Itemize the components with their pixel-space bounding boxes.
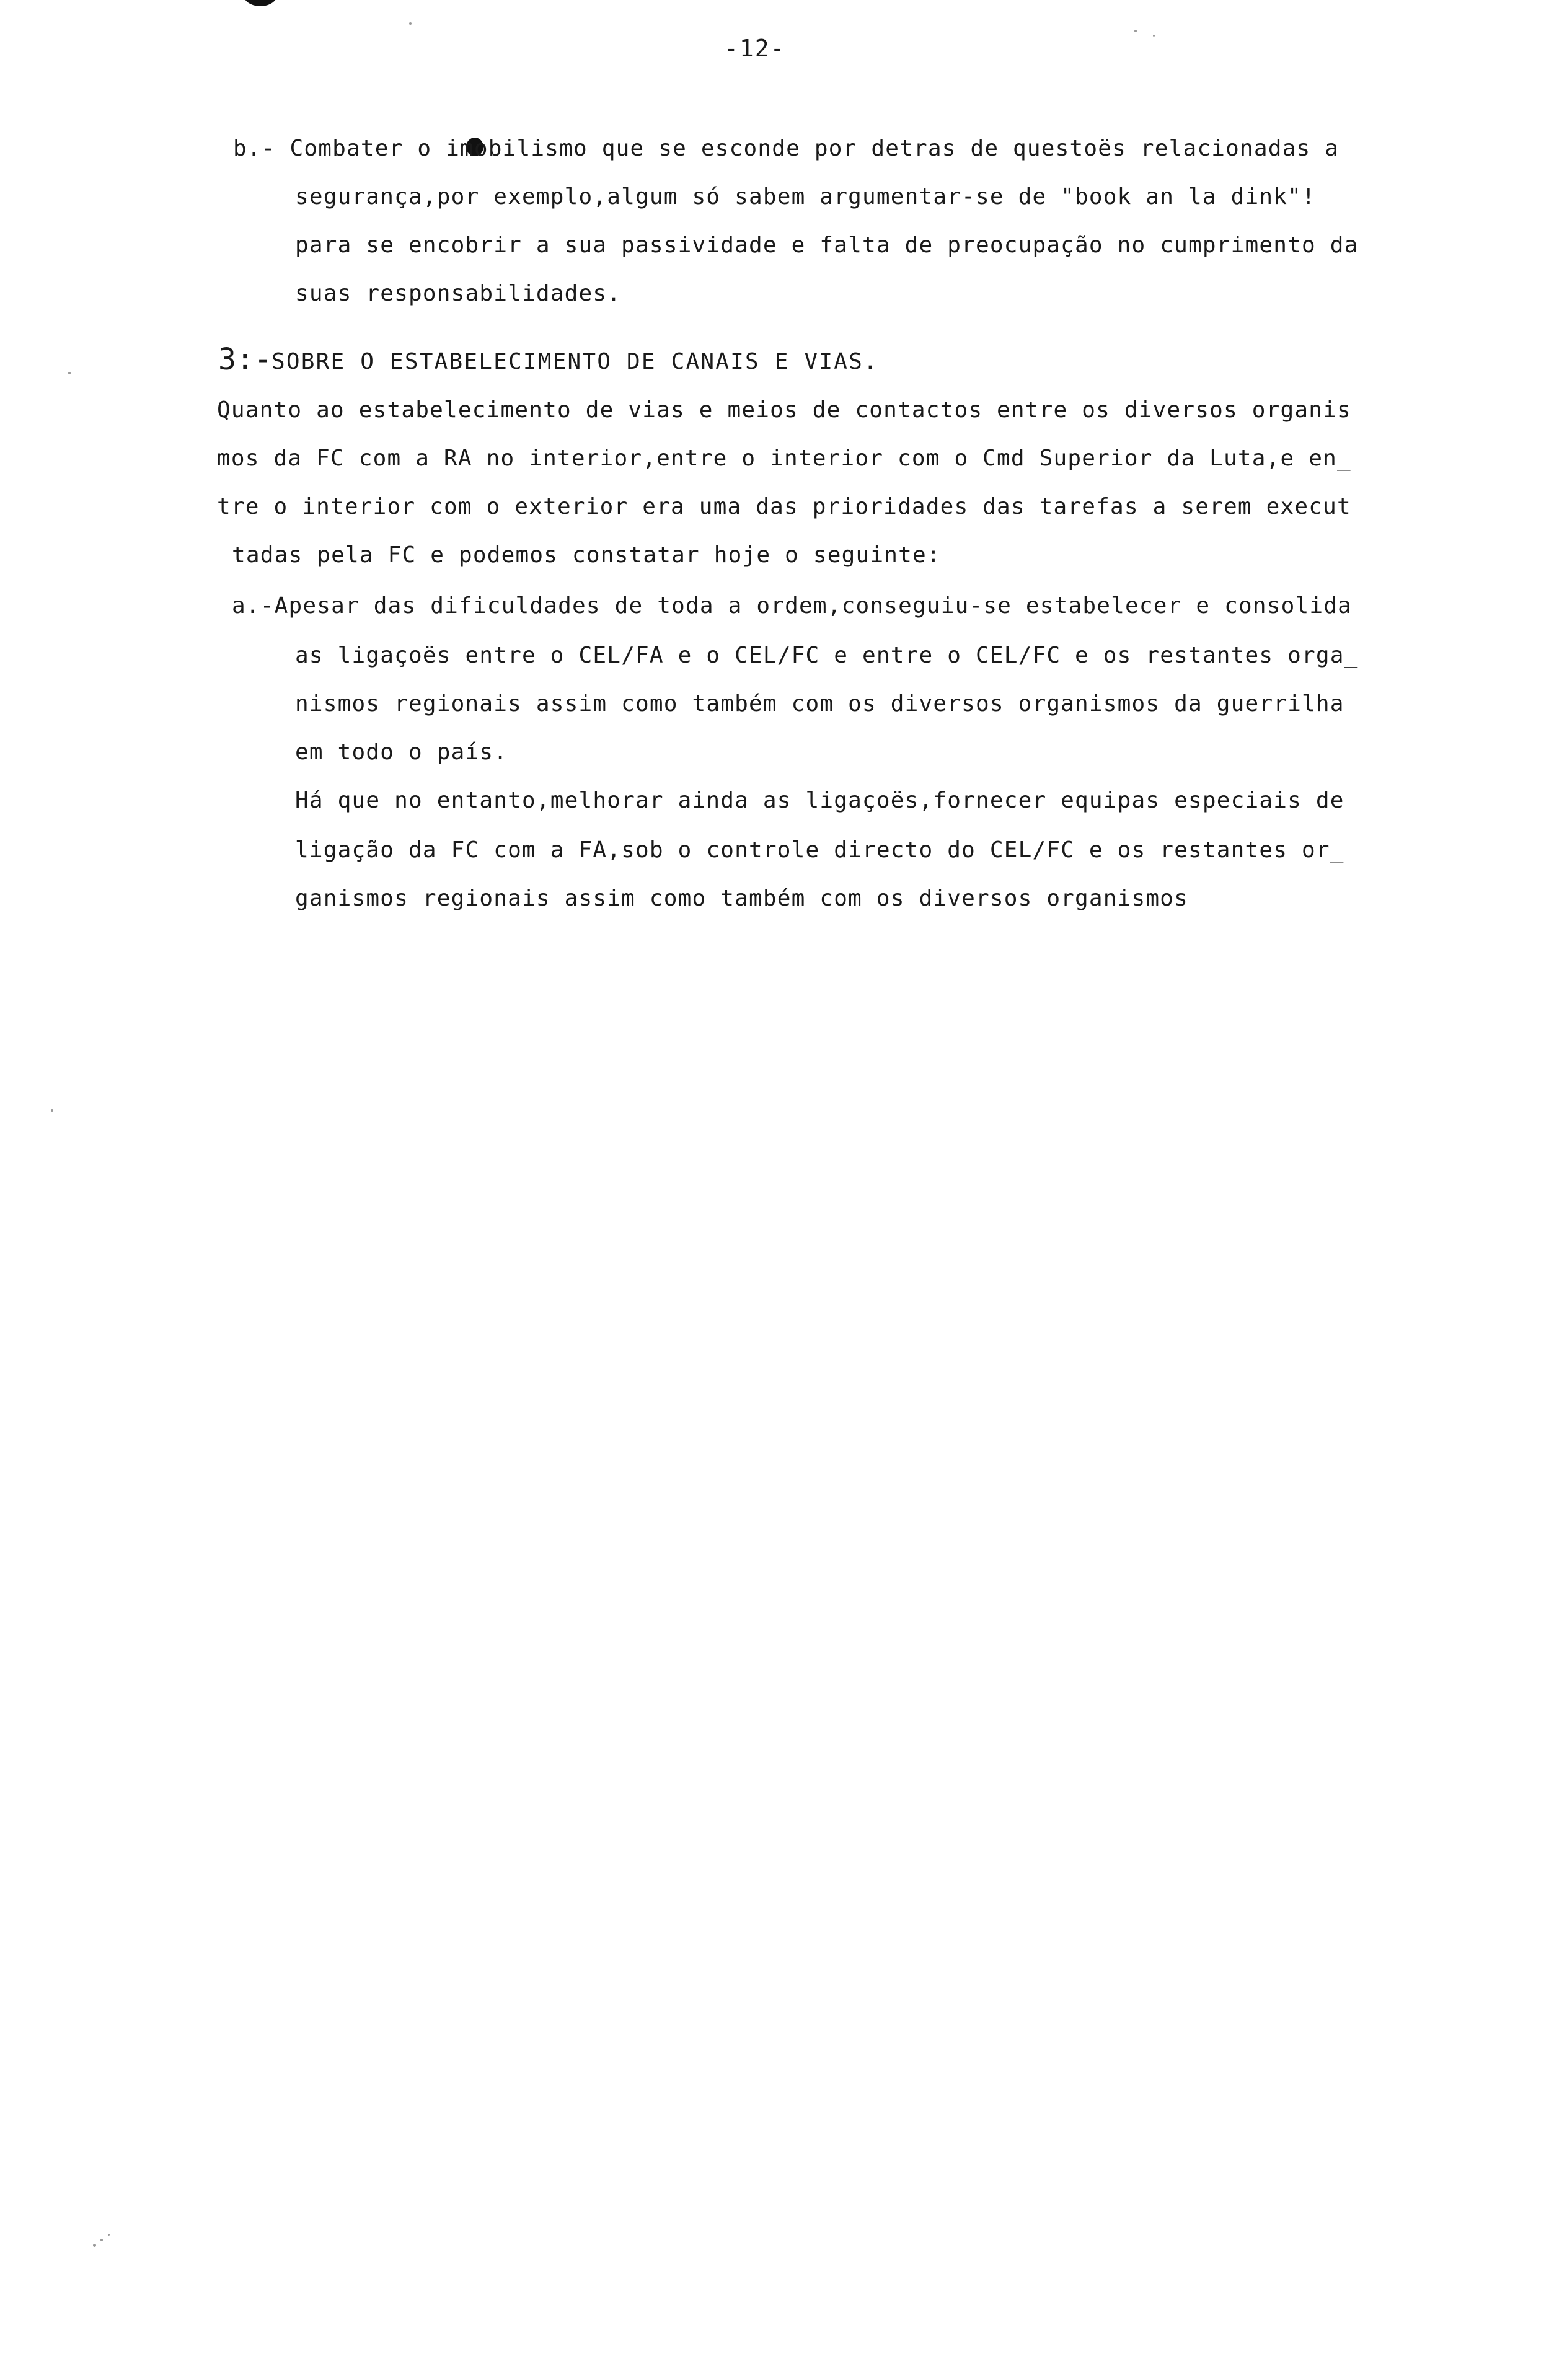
item-a-line-5: Há que no entanto,melhorar ainda as ligaçoës,fornecer equipas especiais de xyxy=(295,788,1344,813)
item-a-line-3: nismos regionais assim como também com os diversos organismos da guerrilha xyxy=(295,691,1344,716)
section-3-intro-line-3: tre o interior com o exterior era uma das prioridades das tarefas a serem execut xyxy=(217,494,1351,519)
section-3-intro-line-2: mos da FC com a RA no interior,entre o interior com o Cmd Superior da Luta,e en_ xyxy=(217,446,1351,471)
item-a-line-7: ganismos regionais assim como também com os diversos organismos xyxy=(295,886,1189,911)
section-b-line-3: para se encobrir a sua passividade e falta de preocupação no cumprimento da xyxy=(295,232,1359,258)
paper-speck xyxy=(108,2234,110,2236)
section-b-line-1: b.- Combater o imobilismo que se esconde por detras de questoës relacionadas a xyxy=(233,136,1340,161)
section-3-intro-line-4: tadas pela FC e podemos constatar hoje o seguinte: xyxy=(232,542,941,568)
paper-speck xyxy=(93,2244,96,2247)
section-3-intro-line-1: Quanto ao estabelecimento de vias e meios de contactos entre os diversos organis xyxy=(217,397,1351,423)
section-b-line-2: segurança,por exemplo,algum só sabem argumentar-se de "book an la dink"! xyxy=(295,184,1316,209)
paper-speck xyxy=(1134,30,1137,32)
paper-speck xyxy=(1153,35,1155,37)
item-a-line-6: ligação da FC com a FA,sob o controle directo do CEL/FC e os restantes or_ xyxy=(295,837,1344,863)
section-number: 3:- xyxy=(218,342,272,377)
item-a-line-1: a.-Apesar das dificuldades de toda a ordem,conseguiu-se estabelecer e consolida xyxy=(232,593,1353,619)
page-number: -12- xyxy=(724,35,786,62)
paper-speck xyxy=(51,1109,53,1112)
section-b-line-4: suas responsabilidades. xyxy=(295,281,622,306)
ink-blot xyxy=(243,0,278,6)
item-a-line-2: as ligaçoës entre o CEL/FA e o CEL/FC e entre o CEL/FC e os restantes orga_ xyxy=(295,643,1359,668)
paper-speck xyxy=(409,22,412,25)
paper-speck xyxy=(100,2239,103,2241)
section-heading: SOBRE O ESTABELECIMENTO DE CANAIS E VIAS. xyxy=(271,349,878,374)
item-a-line-4: em todo o país. xyxy=(295,739,508,765)
paper-speck xyxy=(68,372,71,374)
